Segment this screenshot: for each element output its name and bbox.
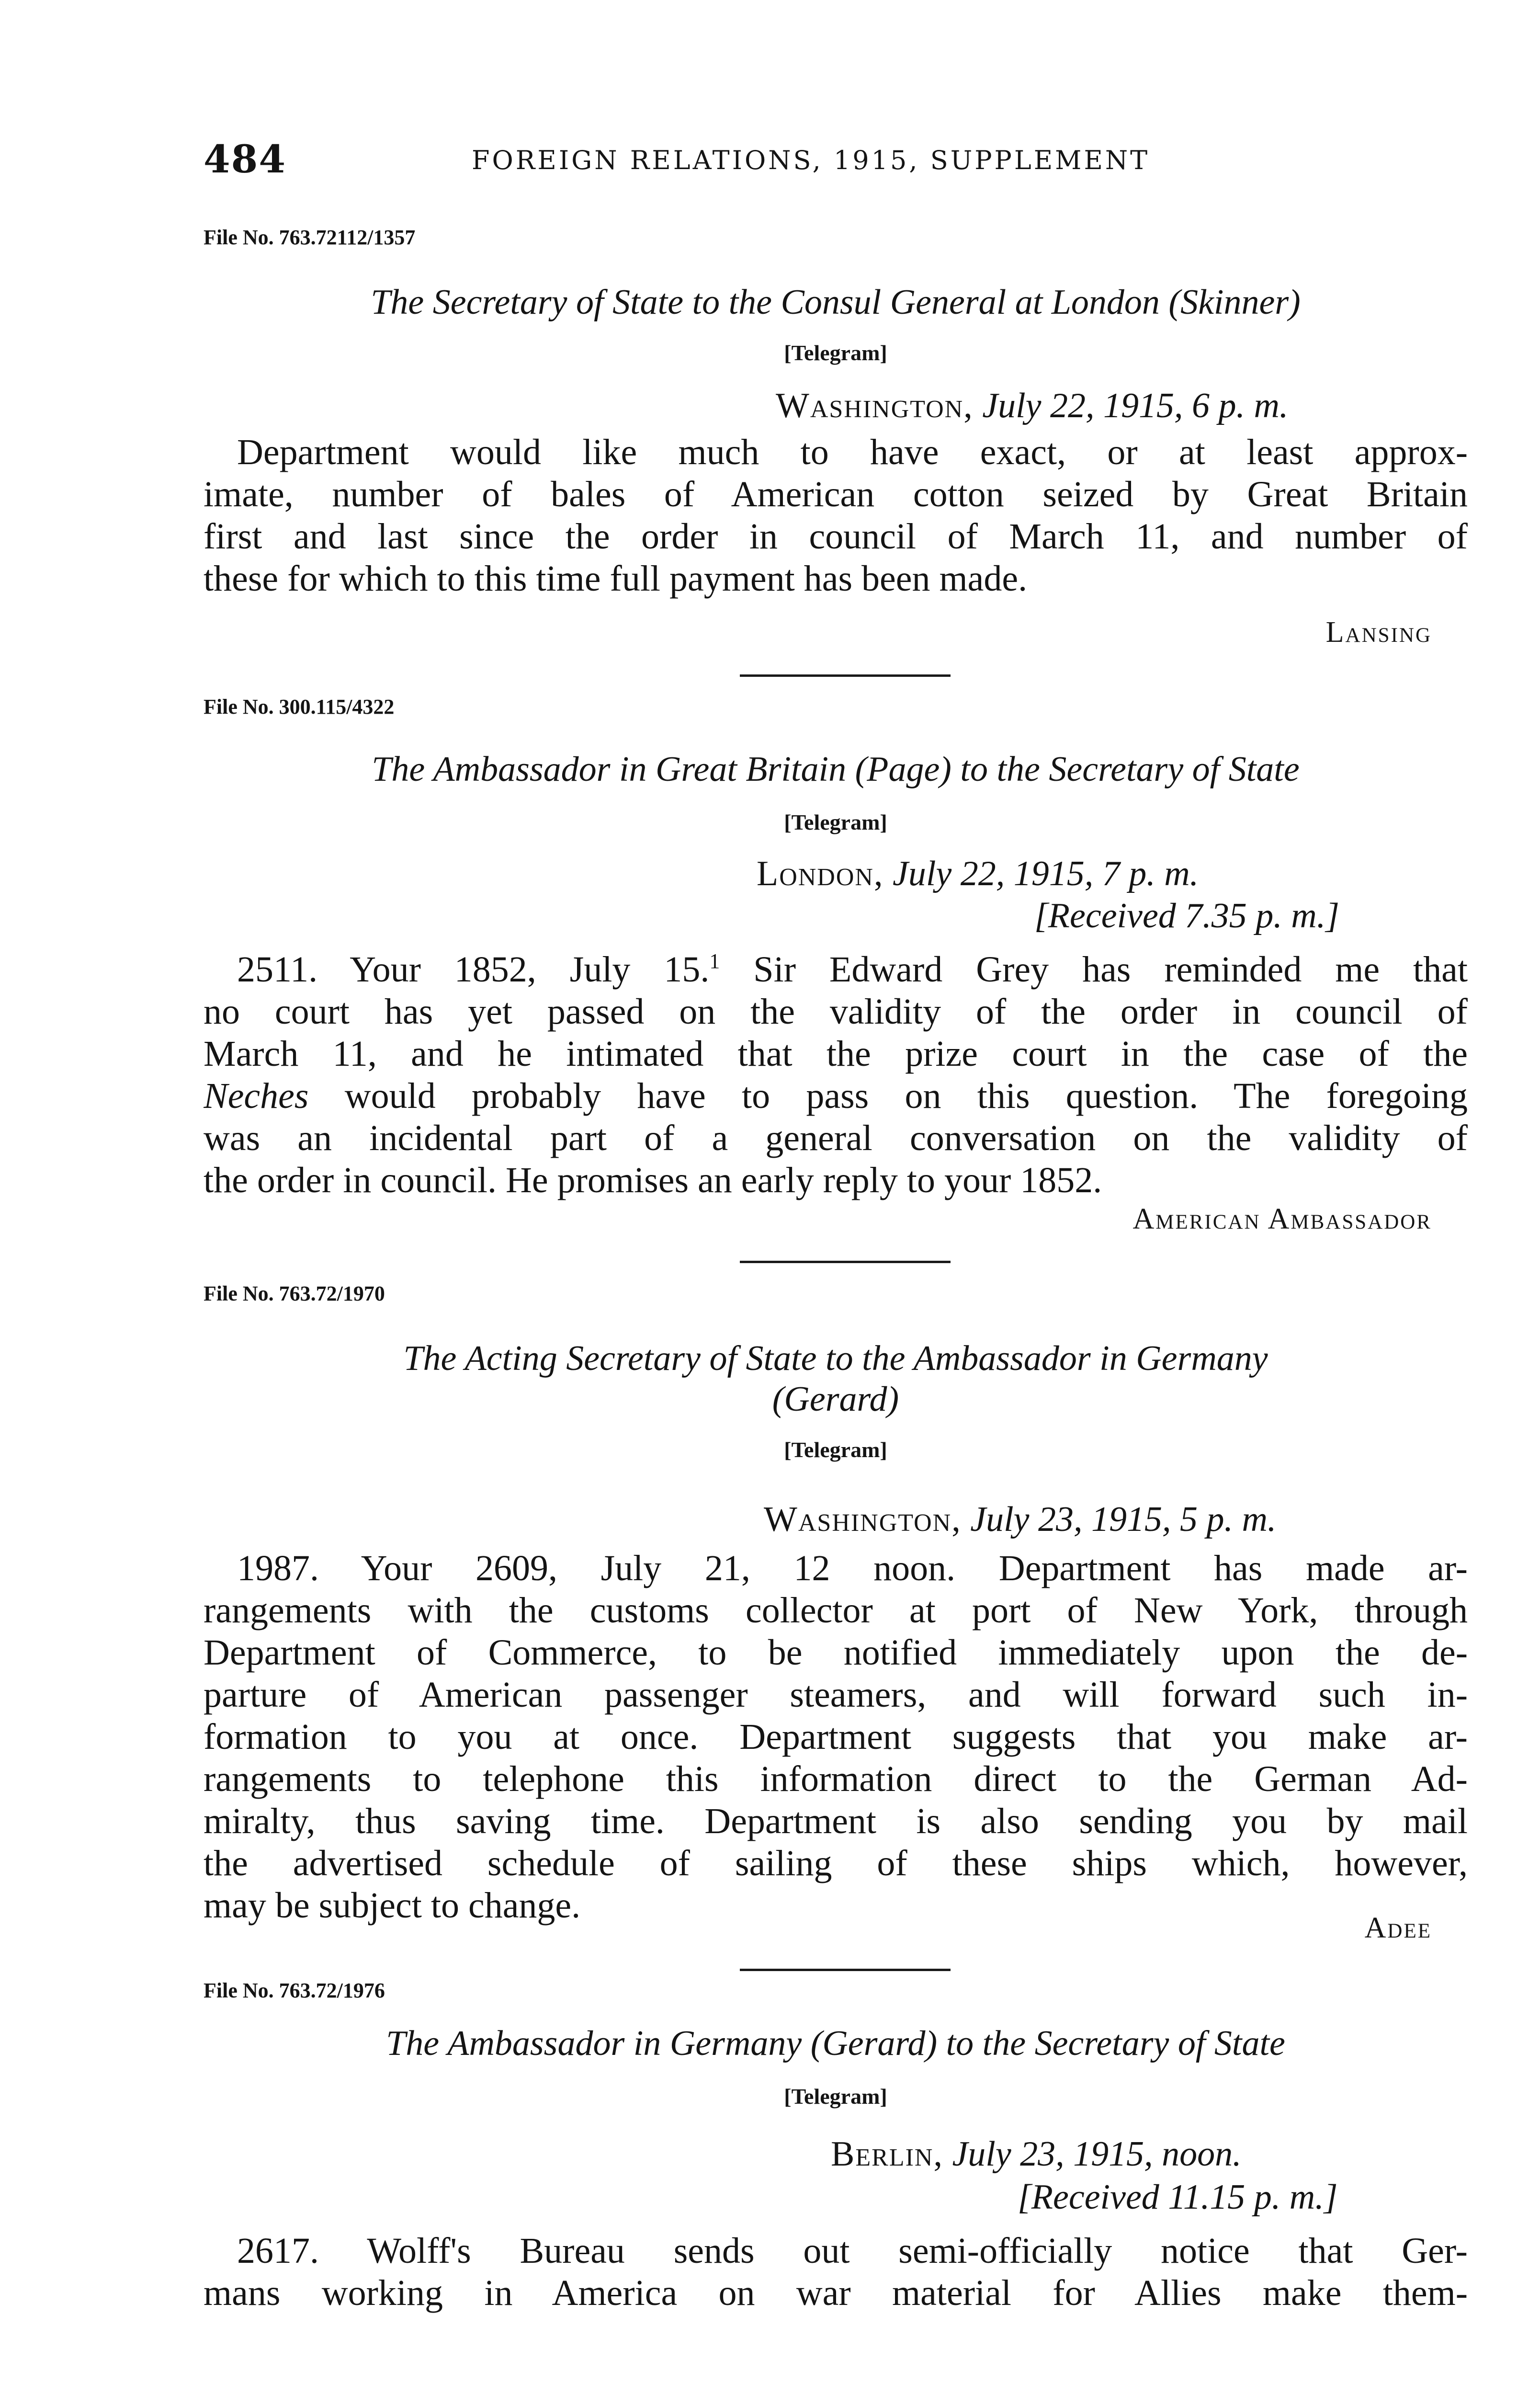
body-line: March 11, and he intimated that the prize court in the case of the [204, 1034, 1468, 1074]
dateline-date: July 22, 1915, 7 p. m. [892, 854, 1199, 893]
document-heading-continued: (Gerard) [772, 1380, 899, 1419]
dateline-date: July 23, 1915, noon. [952, 2134, 1242, 2174]
body-line: was an incidental part of a general conversation on the validity of [204, 1118, 1468, 1158]
received-time: [Received 11.15 p. m.] [1018, 2178, 1338, 2217]
document-heading: The Ambassador in Great Britain (Page) to the Secretary of State [372, 750, 1300, 789]
body-line: Department would like much to have exact, or at least approx- [237, 432, 1468, 472]
received-time: [Received 7.35 p. m.] [1034, 896, 1340, 935]
dateline [764, 1499, 1276, 1540]
file-number: File No. 763.72/1976 [204, 1979, 385, 2002]
file-number: File No. 763.72112/1357 [204, 226, 416, 249]
section-divider [740, 674, 951, 677]
dateline-place: Washington, [764, 1500, 962, 1539]
document-heading: The Secretary of State to the Consul General at London (Skinner) [371, 283, 1301, 322]
telegram-body [204, 431, 1468, 600]
body-line [204, 948, 1468, 991]
body-line: rangements to telephone this information direct to the German Ad- [204, 1759, 1468, 1799]
telegram-body [204, 2230, 1468, 2314]
document-page [204, 0, 1468, 2395]
body-line: Department of Commerce, to be notified immediately upon the de- [204, 1632, 1468, 1673]
footnote-reference[interactable]: 1 [709, 949, 720, 973]
telegram-body [204, 948, 1468, 1201]
dateline-date: July 23, 1915, 5 p. m. [970, 1500, 1277, 1539]
body-text-segment: Sir Edward Grey has reminded me that [720, 949, 1468, 990]
dateline-date: July 22, 1915, 6 p. m. [982, 386, 1289, 425]
body-line: may be subject to change. [204, 1885, 581, 1926]
body-line: miralty, thus saving time. Department is also sending you by mail [204, 1801, 1468, 1841]
body-line: first and last since the order in council of March 11, and number of [204, 516, 1468, 557]
body-line: the order in council. He promises an early reply to your 1852. [204, 1160, 1102, 1200]
body-line: imate, number of bales of American cotton seized by Great Britain [204, 474, 1468, 514]
document-heading: The Acting Secretary of State to the Ambassador in Germany [403, 1339, 1268, 1378]
dateline-place: London, [757, 854, 884, 893]
signature: American Ambassador [1132, 1203, 1432, 1235]
body-line: formation to you at once. Department suggests that you make ar- [204, 1717, 1468, 1757]
body-text-segment: would probably have to pass on this question. The foregoing [308, 1076, 1468, 1116]
dateline [776, 386, 1288, 426]
signature: Lansing [1325, 616, 1432, 649]
body-line: 2617. Wolff's Bureau sends out semi-officially notice that Ger- [237, 2231, 1468, 2271]
telegram-label: [Telegram] [784, 810, 887, 834]
body-line: no court has yet passed on the validity of the order in council of [204, 992, 1468, 1032]
body-line: the advertised schedule of sailing of these ships which, however, [204, 1843, 1468, 1883]
running-head [204, 137, 1468, 184]
dateline-place: Berlin, [831, 2134, 943, 2174]
body-line: rangements with the customs collector at port of New York, through [204, 1590, 1468, 1631]
body-line [204, 1075, 1468, 1117]
file-number: File No. 763.72/1970 [204, 1282, 385, 1305]
running-title: FOREIGN RELATIONS, 1915, SUPPLEMENT [472, 145, 1150, 175]
dateline-place: Washington, [776, 386, 974, 425]
body-text-segment: 2511. Your 1852, July 15. [237, 949, 710, 990]
page-number: 484 [204, 137, 286, 182]
section-divider [740, 1969, 951, 1971]
body-line: 1987. Your 2609, July 21, 12 noon. Department has made ar- [237, 1548, 1468, 1588]
dateline [831, 2134, 1242, 2175]
document-heading: The Ambassador in Germany (Gerard) to the Secretary of State [386, 2024, 1285, 2063]
ship-name: Neches [204, 1076, 309, 1116]
telegram-label: [Telegram] [784, 1437, 887, 1462]
signature: Adee [1364, 1912, 1432, 1944]
telegram-label: [Telegram] [784, 2084, 887, 2109]
file-number: File No. 300.115/4322 [204, 695, 395, 718]
telegram-body [204, 1547, 1468, 1927]
body-line: mans working in America on war material for Allies make them- [204, 2273, 1468, 2313]
body-line: parture of American passenger steamers, and will forward such in- [204, 1675, 1468, 1715]
telegram-label: [Telegram] [784, 341, 887, 365]
section-divider [740, 1261, 951, 1263]
dateline [757, 854, 1199, 894]
body-line: these for which to this time full payment has been made. [204, 559, 1028, 599]
